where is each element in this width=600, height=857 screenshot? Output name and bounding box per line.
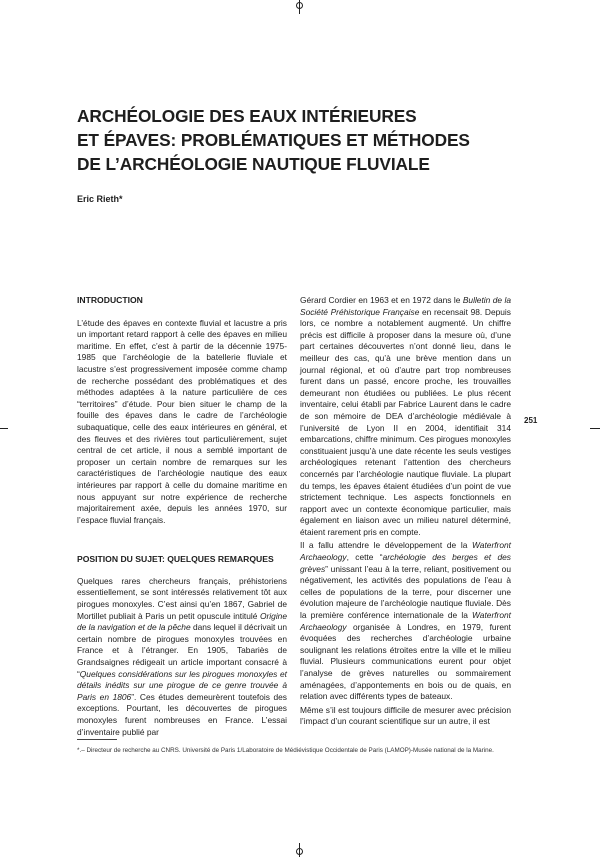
title-line: DE L’ARCHÉOLOGIE NAUTIQUE FLUVIALE bbox=[77, 154, 430, 174]
crop-mark-right bbox=[590, 428, 600, 429]
article-title bbox=[77, 104, 537, 176]
page-number: 251 bbox=[524, 416, 538, 425]
section-heading-introduction: INTRODUCTION bbox=[77, 295, 143, 305]
left-column bbox=[77, 295, 287, 738]
position-paragraph: Quelques rares chercheurs français, préhistoriens essentiellement, se sont intéressés relativement tôt aux pirogues monoxyles. C’est ainsi qu’en 1867, Gabriel de Mortillet publiait à Paris un petit opuscule intitulé Origine de la navigation et de la pêche dans lequel il décrivait un certain nombre de pirogues monoxyles trouvées en France et à l’étranger. En 1905, Tabariès de Grandsaignes rédigeait un article important consacré à “Quelques considérations sur les pirogues monoxyles et détails inédits sur une pirogue de ce genre trouvée à Paris en 1806”. Ces études demeurèrent toutefois des exceptions. Pourtant, les découvertes de pirogues monoxyles furent nombreuses en France. L’essai d’inventaire publié par bbox=[77, 575, 287, 737]
right-column bbox=[300, 295, 511, 728]
crop-mark-top-circle bbox=[296, 2, 303, 9]
body-paragraph: Il a fallu attendre le développement de la Waterfront Archaeology, cette “archéologie des berges et des grèves” unissant l’eau à la terre, reliant, positivement ou négativement, les activités des populations de l’eau à celles de populations de la terre, pour discerner une évolution majeure de l’archéologie nautique fluviale. Dès la première conférence internationale de la Waterfront Archaeology organisée à Londres, en 1979, furent évoquées des recherches d’archéologie urbaine soulignant les relations étroites entre la ville et le milieu fluvial. Plusieurs communications eurent pour objet l’analyse de grèves naturelles ou sommairement aménagées, d’appontements en bois ou de quais, en relation avec différents types de bateaux. bbox=[300, 540, 511, 702]
title-line: ARCHÉOLOGIE DES EAUX INTÉRIEURES bbox=[77, 106, 417, 126]
section-heading-position: POSITION DU SUJET: QUELQUES REMARQUES bbox=[77, 554, 274, 565]
footnote-rule bbox=[77, 739, 117, 740]
title-line: ET ÉPAVES: PROBLÉMATIQUES ET MÉTHODES bbox=[77, 130, 470, 150]
body-paragraph: Même s’il est toujours difficile de mesurer avec précision l’impact d’un courant scientifique sur un autre, il est bbox=[300, 704, 511, 727]
author-name: Eric Rieth* bbox=[77, 194, 123, 204]
crop-mark-left bbox=[0, 428, 8, 429]
body-paragraph: Gérard Cordier en 1963 et en 1972 dans le Bulletin de la Société Préhistorique Française en recensait 98. Depuis lors, ce nombre a notablement augmenté. Un chiffre précis est difficile à proposer dans la mesure où, d’une part certaines découvertes n’ont donné lieu, dans le meilleur des cas, qu’à une brève mention dans un journal régional, et où d’autre part trop nombreuses furent dans un passé, encore proche, les trouvailles demeurant non étudiées ou publiées. Le plus récent inventaire, celui établi par Fabrice Laurent dans le cadre de son mémoire de DEA d’archéologie médiévale à l’université de Lyon II en 2004, identifiait 314 embarcations, chiffre minimum. Ces pirogues monoxyles constituaient jusqu’à une date récente les seuls vestiges archéologiques retenant l’attention des chercheurs concernés par l’archéologie nautique fluviale. La plupart du temps, les épaves étaient étudiées d’un point de vue strictement technique. Les aspects fonctionnels en rapport avec un contexte économique particulier, mais également en liaison avec un milieu naturel déterminé, étaient rarement pris en compte. bbox=[300, 295, 511, 537]
footnote: *.– Directeur de recherche au CNRS. Université de Paris 1/Laboratoire de Médiévistique Occidentale de Paris (LAMOP)-Musée national de la Marine. bbox=[77, 747, 494, 754]
intro-paragraph: L’étude des épaves en contexte fluvial et lacustre a pris un important retard rapport à celle des épaves en milieu maritime. En effet, c’est à partir de la décennie 1975-1985 que l’archéologie de la batellerie fluviale et lacustre s’est progressivement imposée comme champ de recherche possédant des problématiques et des méthodes adaptées à la nature particulière de ces “territoires” d’étude. Pour bien situer le champ de la fouille des épaves dans le cadre de l’archéologie subaquatique, celle des eaux intérieures en général, et des fleuves et des rivières tout particulièrement, sujet central de cet article, il nous a semblé important de proposer un certain nombre de remarques sur les caractéristiques de l’archéologie nautique des eaux intérieures par rapport à celle du domaine maritime en nous appuyant sur notre expérience de recherche majoritairement axée, depuis les années 1970, sur l’espace fluvial français. bbox=[77, 317, 287, 525]
crop-mark-bottom-circle bbox=[296, 848, 303, 855]
